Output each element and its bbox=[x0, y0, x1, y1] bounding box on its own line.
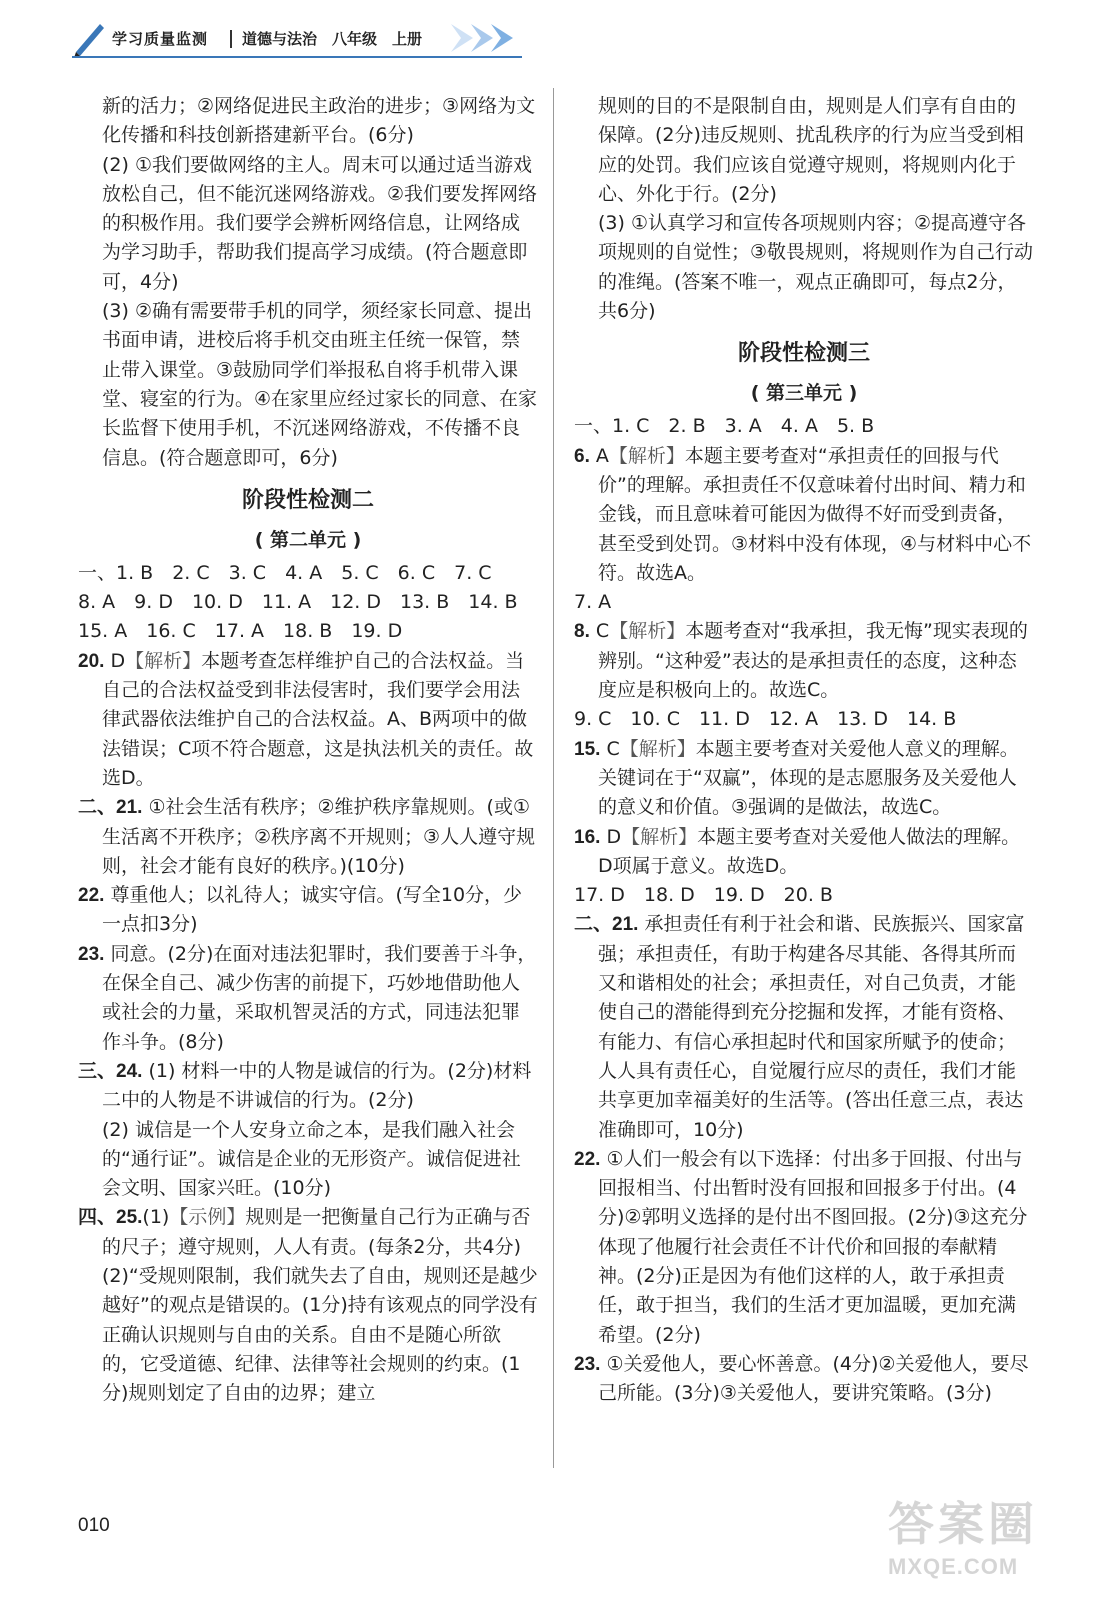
analysis-tag: 【解析】 bbox=[621, 825, 698, 848]
section-title: 阶段性检测二 bbox=[241, 487, 374, 513]
question-23 bbox=[78, 940, 538, 1057]
watermark bbox=[888, 1488, 1068, 1588]
pen-icon bbox=[72, 18, 108, 58]
mc-answer-row: 17. D 18. D 19. D 20. B bbox=[574, 884, 833, 907]
answer-text: 尊重他人；以礼待人；诚实守信。(写全10分，少一点扣3分) bbox=[102, 884, 523, 936]
answer-paragraph: (2) 诚信是一个人安身立命之本，是我们融入社会的“通行证”。诚信是企业的无形资产。诚信促进社会文明、国家兴旺。(10分) bbox=[102, 1118, 521, 1200]
question-15 bbox=[574, 735, 1034, 823]
question-6 bbox=[574, 442, 1034, 588]
header-title: 学习质量监测 bbox=[112, 30, 209, 48]
mc-answer-row: 15. A 16. C 17. A 18. B 19. D bbox=[78, 620, 403, 643]
question-number: 20. bbox=[78, 650, 105, 672]
question-25 bbox=[78, 1203, 538, 1262]
header-subtitle: 道德与法治 八年级 上册 bbox=[242, 30, 423, 48]
question-24 bbox=[78, 1057, 538, 1116]
answer-paragraph: (3) ①认真学习和宣传各项规则内容；②提高遵守各项规则的自觉性；③敬畏规则，将规则作为自己行动的准绳。(答案不唯一，观点正确即可，每点2分，共6分) bbox=[598, 212, 1034, 323]
question-20 bbox=[78, 647, 538, 793]
analysis-tag: 【解析】 bbox=[608, 444, 685, 467]
question-number: 23. bbox=[574, 1353, 601, 1375]
analysis-tag: 【解析】 bbox=[619, 737, 696, 760]
header-rule bbox=[72, 56, 522, 58]
chevron-right-icon bbox=[447, 20, 519, 56]
answer-text: ①社会生活有秩序；②维护秩序靠规则。(或①生活离不开秩序；②秩序离不开规则；③人人遵守规则，社会才能有良好的秩序。)(10分) bbox=[102, 796, 536, 877]
page-header bbox=[72, 18, 532, 60]
question-22 bbox=[574, 1145, 1034, 1350]
answer-text: 同意。(2分)在面对违法犯罪时，我们要善于斗争，在保全自己、减少伤害的前提下，巧妙地借助他人或社会的力量，采取机智灵活的方式，同违法犯罪作斗争。(8分) bbox=[102, 942, 537, 1053]
answer-letter: D bbox=[110, 649, 126, 672]
question-22 bbox=[78, 881, 538, 940]
answer-text: 承担责任有利于社会和谐、民族振兴、国家富强；承担责任，有助于构建各尽其能、各得其所而又和谐相处的社会；承担责任，对自己负责，才能使自己的潜能得到充分挖掘和发挥，才能有资格、有能力、有信心承担起时代和国家所赋予的使命；人人具有责任心，自觉履行应尽的责任，我们才能共享更加幸福美好的生活等。(答出任意三点，表达准确即可，10分) bbox=[598, 913, 1025, 1141]
analysis-tag: 【解析】 bbox=[609, 620, 686, 643]
answer-paragraph: (3) ②确有需要带手机的同学，须经家长同意、提出书面申请，进校后将手机交由班主任统一保管，禁止带入课堂。③鼓励同学们举报私自将手机带入课堂、寝室的行为。④在家里应经过家长的同意、在家长监督下使用手机，不沉迷网络游戏，不传播不良信息。(符合题意即可，6分) bbox=[102, 300, 538, 469]
question-8 bbox=[574, 617, 1034, 705]
mc-answer-row: 一、1. B 2. C 3. C 4. A 5. C 6. C 7. C bbox=[78, 561, 492, 584]
right-column bbox=[574, 92, 1034, 1408]
answer-text: 本题主要考查对关爱他人意义的理解。关键词在于“双赢”，体现的是志愿服务及关爱他人的意义和价值。③强调的是做法，故选C。 bbox=[598, 737, 1019, 819]
header-separator bbox=[230, 30, 232, 48]
question-21 bbox=[574, 910, 1034, 1144]
watermark-logo: 答案圈 bbox=[888, 1497, 1038, 1551]
question-number: 8. bbox=[574, 621, 590, 643]
watermark-url: MXQE.COM bbox=[888, 1554, 1019, 1579]
mc-answer-row: 9. C 10. C 11. D 12. A 13. D 14. B bbox=[574, 708, 957, 731]
question-number: 三、24. bbox=[78, 1060, 143, 1082]
answer-text: (1) 材料一中的人物是诚信的行为。(2分)材料二中的人物是不讲诚信的行为。(2分) bbox=[102, 1059, 532, 1112]
answer-letter: D bbox=[606, 825, 622, 848]
answer-letter: C bbox=[595, 620, 610, 643]
question-16 bbox=[574, 823, 1034, 882]
answer-text: 本题考查对“我承担，我无悔”现实表现的辨别。“这种爱”表达的是承担责任的态度，这种态度应是积极向上的。故选C。 bbox=[598, 620, 1028, 702]
question-23 bbox=[574, 1350, 1034, 1409]
answer-continuation: 规则的目的不是限制自由，规则是人们享有自由的保障。(2分)违反规则、扰乱秩序的行为应当受到相应的处罚。我们应该自觉遵守规则，将规则内化于心、外化于行。(2分) bbox=[598, 95, 1024, 205]
answer-letter: A bbox=[595, 444, 609, 467]
answer-text: 本题考查怎样维护自己的合法权益。当自己的合法权益受到非法侵害时，我们要学会用法律武器依法维护自己的合法权益。A、B两项中的做法错误；C项不符合题意，这是执法机关的责任。故选D。 bbox=[102, 649, 534, 789]
question-number: 15. bbox=[574, 738, 601, 760]
unit-title: ( 第二单元 ) bbox=[254, 528, 362, 551]
question-number: 16. bbox=[574, 826, 601, 848]
left-column bbox=[78, 92, 538, 1408]
question-number: 23. bbox=[78, 943, 105, 965]
example-tag: 【示例】 bbox=[169, 1206, 246, 1229]
mc-answer-row: 8. A 9. D 10. D 11. A 12. D 13. B 14. B bbox=[78, 591, 518, 614]
question-7: 7. A bbox=[574, 591, 612, 614]
answer-letter: C bbox=[606, 737, 620, 760]
analysis-tag: 【解析】 bbox=[125, 649, 202, 672]
column-divider bbox=[553, 88, 554, 1468]
answer-paragraph: (2)“受规则限制，我们就失去了自由，规则还是越少越好”的观点是错误的。(1分)持有该观点的同学没有正确认识规则与自由的关系。自由不是随心所欲的，它受道德、纪律、法律等社会规则的约束。(1分)规则划定了自由的边界；建立 bbox=[102, 1264, 538, 1405]
answer-paragraph: (2) ①我们要做网络的主人。周末可以通过适当游戏放松自己，但不能沉迷网络游戏。②我们要发挥网络的积极作用。我们要学会辨析网络信息，让网络成为学习助手，帮助我们提高学习成绩。(符合题意即可，4分) bbox=[102, 153, 538, 293]
answer-text: ①关爱他人，要心怀善意。(4分)②关爱他人，要尽己所能。(3分)③关爱他人，要讲究策略。(3分) bbox=[598, 1352, 1029, 1405]
question-number: 二、21. bbox=[574, 914, 639, 936]
question-21 bbox=[78, 793, 538, 881]
page-number: 010 bbox=[78, 1515, 110, 1536]
answer-text: 本题主要考查对关爱他人做法的理解。D项属于意义。故选D。 bbox=[598, 825, 1021, 877]
answer-text: 规则是一把衡量自己行为正确与否的尺子；遵守规则，人人有责。(每条2分，共4分) bbox=[102, 1206, 531, 1258]
mc-answer-row: 一、1. C 2. B 3. A 4. A 5. B bbox=[574, 415, 875, 438]
question-number: 四、25. bbox=[78, 1207, 143, 1229]
answer-text: 本题主要考查对“承担责任的回报与代价”的理解。承担责任不仅意味着付出时间、精力和金钱，而且意味着可能因为做得不好而受到责备，甚至受到处罚。③材料中没有体现，④与材料中心不符。故选A。 bbox=[598, 444, 1032, 584]
question-number: 6. bbox=[574, 445, 590, 467]
question-number: 二、21. bbox=[78, 797, 143, 819]
unit-title: ( 第三单元 ) bbox=[750, 382, 858, 405]
question-number: 22. bbox=[574, 1148, 601, 1170]
section-title: 阶段性检测三 bbox=[737, 341, 870, 367]
answer-continuation: 新的活力；②网络促进民主政治的进步；③网络为文化传播和科技创新搭建新平台。(6分) bbox=[102, 95, 536, 147]
question-number: 22. bbox=[78, 885, 105, 907]
answer-text: ①人们一般会有以下选择：付出多于回报、付出与回报相当、付出暂时没有回报和回报多于付出。(4分)②郭明义选择的是付出不图回报。(2分)③这充分体现了他履行社会责任不计代价和回报的奉献精神。(2分)正是因为有他们这样的人，敢于承担责任，敢于担当，我们的生活才更加温暖，更加充满希望。(2分) bbox=[598, 1147, 1028, 1346]
sub-question-label: (1) bbox=[142, 1206, 170, 1229]
